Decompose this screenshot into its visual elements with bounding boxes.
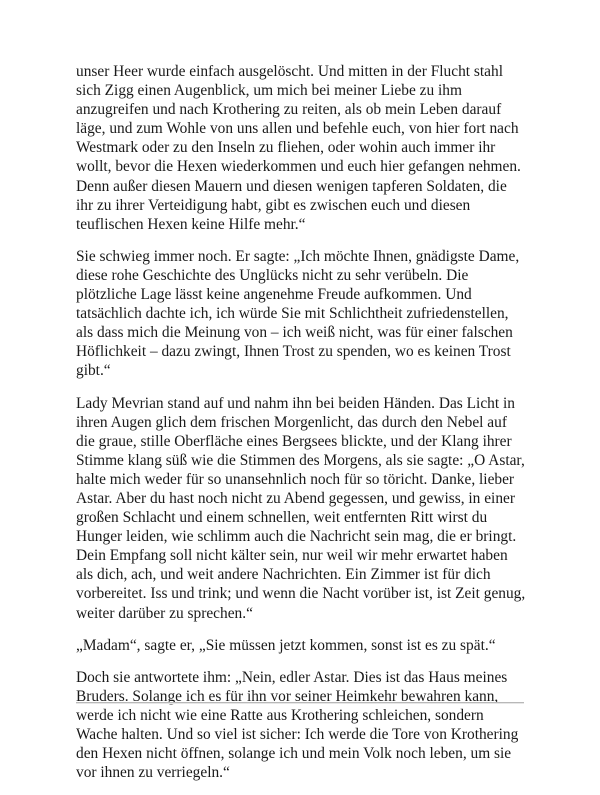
paragraph-4: „Madam“, sagte er, „Sie müssen jetzt kommen, sonst ist es zu spät.“ (76, 636, 496, 654)
page-divider (76, 702, 524, 703)
paragraph-5: Doch sie antwortete ihm: „Nein, edler Astar. Dies ist das Haus meines Bruders. Solange ich es für ihn vor seiner Heimkehr bewahren kann, werde ich nicht wie eine Ratte aus Krothering schleichen, sondern Wache halten. Und so viel ist sicher: Ich werde die Tore von Krothering den Hexen nicht öffnen, solange ich und mein Volk noch leben, um sie vor ihnen zu verriegeln.“ (76, 668, 519, 782)
paragraph-2: Sie schwieg immer noch. Er sagte: „Ich möchte Ihnen, gnädigste Dame, diese rohe Geschichte des Unglücks nicht zu sehr verübeln. Die plötzliche Lage lässt keine angenehme Freude aufkommen. Und tatsächlich dachte ich, ich würde Sie mit Schlichtheit zufriedenstellen, als dass mich die Meinung von – ich weiß nicht, was für einer falschen Höflichkeit – dazu zwingt, Ihnen Trost zu spenden, wo es keinen Trost gibt.“ (76, 247, 520, 380)
document-page (76, 62, 526, 795)
paragraph-3: Lady Mevrian stand auf und nahm ihn bei beiden Händen. Das Licht in ihren Augen glich dem frischen Morgenlicht, das durch den Nebel auf die graue, stille Oberfläche eines Bergsees blickte, und der Klang ihrer Stimme klang süß wie die Stimmen des Morgens, als sie sagte: „O Astar, halte mich weder für so unansehnlich noch für so töricht. Danke, lieber Astar. Aber du hast noch nicht zu Abend gegessen, und gewiss, in einer großen Schlacht und einem schnellen, weit entfernten Ritt wirst du Hunger leiden, wie schlimm auch die Nachricht sein mag, die er bringt. Dein Empfang soll nicht kälter sein, nur weil wir mehr erwartet haben als dich, ach, und weit andere Nachrichten. Ein Zimmer ist für dich vorbereitet. Iss und trink; und wenn die Nacht vorüber ist, ist Zeit genug, weiter darüber zu sprechen.“ (76, 394, 526, 622)
paragraph-1: unser Heer wurde einfach ausgelöscht. Und mitten in der Flucht stahl sich Zigg einen Augenblick, um mich bei meiner Liebe zu ihm anzugreifen und nach Krothering zu reiten, als ob mein Leben darauf läge, und zum Wohle von uns allen und befehle euch, von hier fort nach Westmark oder zu den Inseln zu fliehen, oder wohin auch immer ihr wollt, bevor die Hexen wiederkommen und euch hier gefangen nehmen. Denn außer diesen Mauern und diesen wenigen tapferen Soldaten, die ihr zu ihrer Verteidigung habt, gibt es zwischen euch und diesen teuflischen Hexen keine Hilfe mehr.“ (76, 63, 521, 233)
